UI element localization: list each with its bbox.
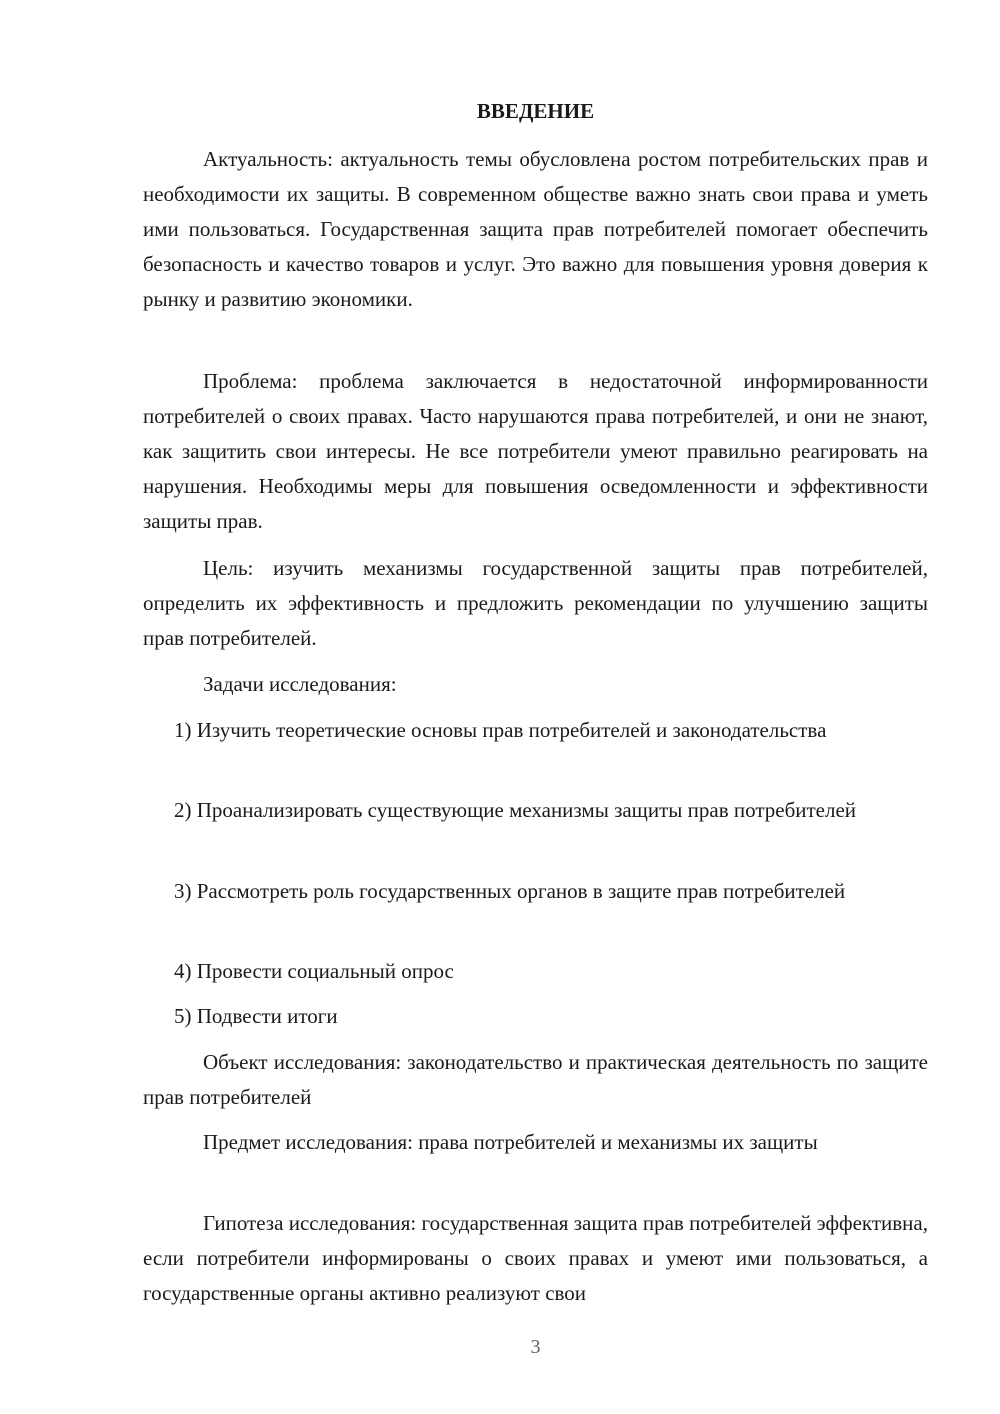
task-item-4: 4) Провести социальный опрос — [174, 959, 454, 983]
tasks-heading: Задачи исследования: — [203, 672, 397, 696]
object-paragraph: Объект исследования: законодательство и практическая деятельность по защите прав потребителей — [143, 1050, 928, 1109]
task-item-2: 2) Проанализировать существующие механизмы защиты прав потребителей — [174, 798, 857, 822]
page-number: 3 — [530, 1336, 541, 1358]
task-item-1: 1) Изучить теоретические основы прав потребителей и законодательства — [174, 718, 827, 742]
page-title: ВВЕДЕНИЕ — [476, 99, 595, 123]
task-item-5: 5) Подвести итоги — [174, 1004, 338, 1028]
goal-paragraph: Цель: изучить механизмы государственной защиты прав потребителей, определить их эффективность и предложить рекомендации по улучшению защиты прав потребителей. — [143, 556, 928, 650]
relevance-paragraph: Актуальность: актуальность темы обусловлена ростом потребительских прав и необходимости их защиты. В современном обществе важно знать свои права и уметь ими пользоваться. Государственная защита прав потребителей помогает обеспечить безопасность и качество товаров и услуг. Это важно для повышения уровня доверия к рынку и развитию экономики. — [143, 147, 928, 311]
problem-paragraph: Проблема: проблема заключается в недостаточной информированности потребителей о своих правах. Часто нарушаются права потребителей, и они не знают, как защитить свои интересы. Не все потребители умеют правильно реагировать на нарушения. Необходимы меры для повышения осведомленности и эффективности защиты прав. — [143, 369, 928, 533]
task-item-3: 3) Рассмотреть роль государственных органов в защите прав потребителей — [174, 879, 846, 903]
hypothesis-paragraph: Гипотеза исследования: государственная защита прав потребителей эффективна, если потребители информированы о своих правах и умеют ими пользоваться, а государственные органы активно реализуют свои — [143, 1211, 928, 1305]
subject-paragraph: Предмет исследования: права потребителей и механизмы их защиты — [203, 1130, 818, 1154]
